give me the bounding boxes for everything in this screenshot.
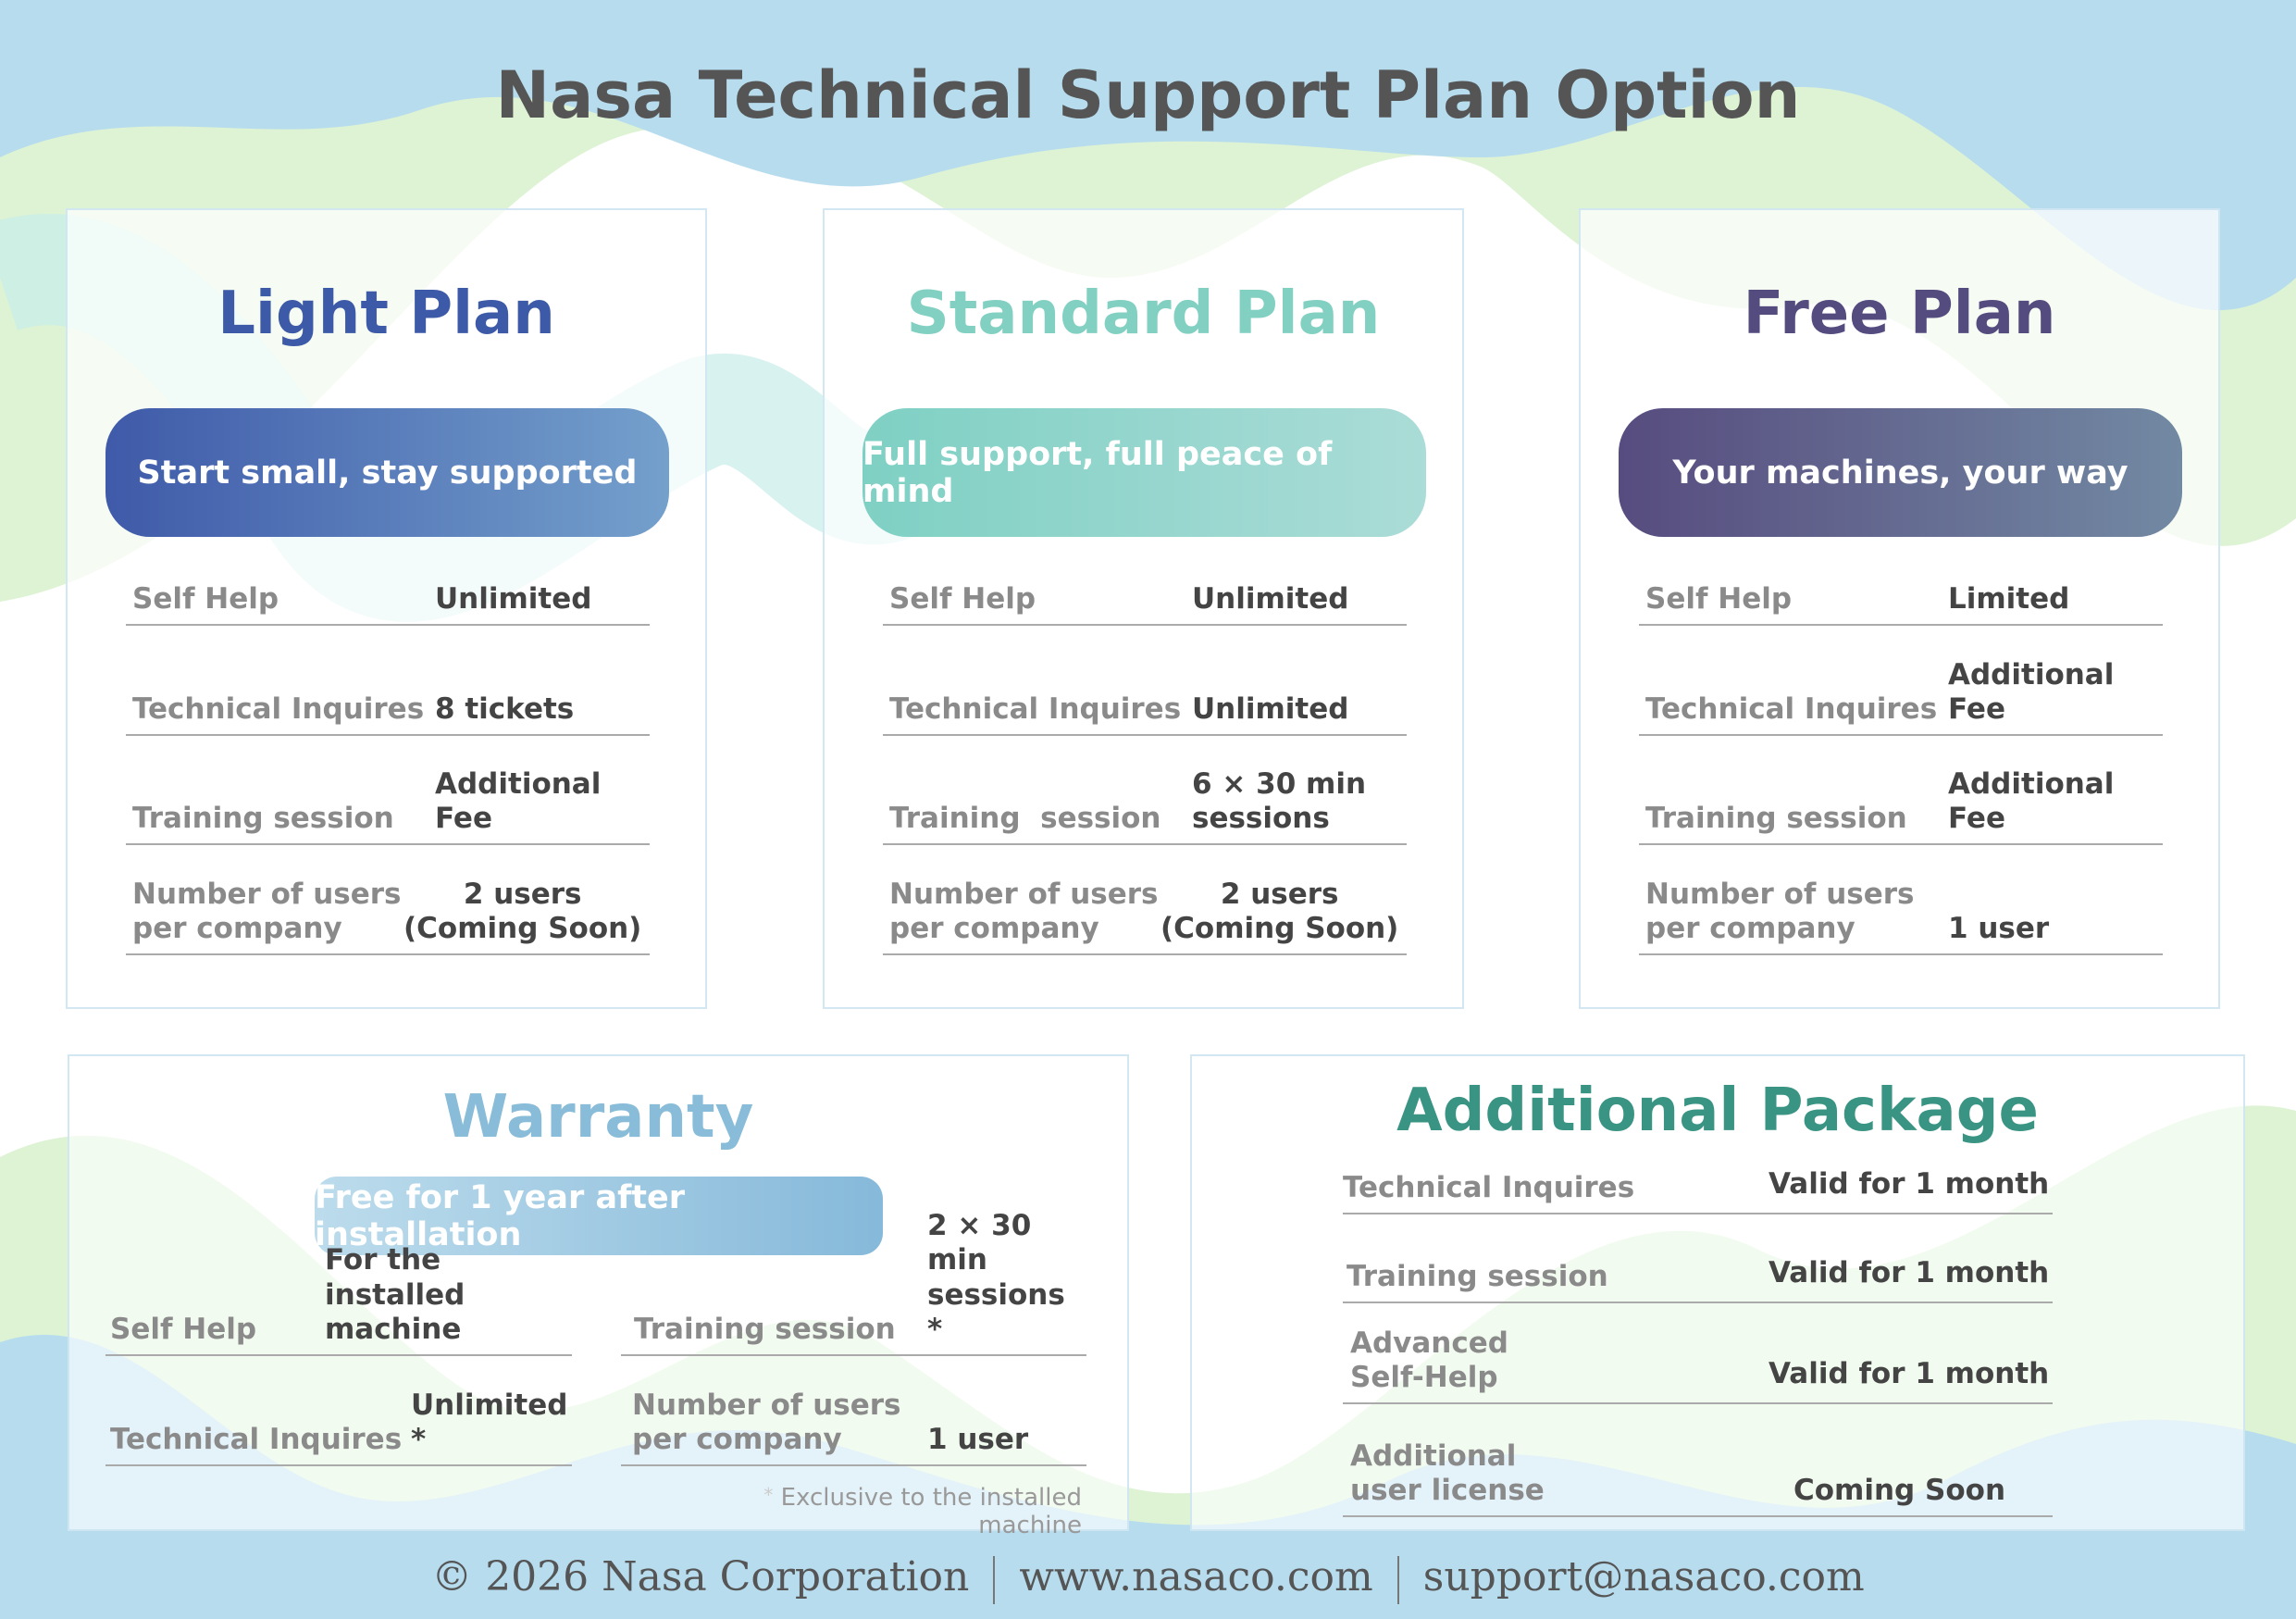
row-value: Additional Fee: [1948, 657, 2115, 726]
additional-title: Additional Package: [1396, 1077, 2039, 1145]
free-plan-card: [1579, 208, 2220, 1009]
table-row: [126, 766, 650, 845]
page-title: Nasa Technical Support Plan Option: [495, 57, 1801, 133]
row-value: Valid for 1 month: [1769, 1166, 2050, 1201]
table-row: [883, 680, 1407, 736]
table-row: [105, 1388, 572, 1466]
row-label: Technical Inquires: [889, 691, 1182, 726]
row-value: 2 users (Coming Soon): [403, 877, 642, 945]
standard-plan-card: [823, 208, 1464, 1009]
row-label: Self Help: [132, 581, 279, 616]
row-label: Number of users per company: [889, 877, 1159, 945]
table-row: [126, 872, 650, 955]
light-plan-card: [66, 208, 707, 1009]
row-value: 1 user: [1948, 911, 2050, 945]
warranty-tagline-pill: Free for 1 year after installation: [315, 1177, 883, 1255]
row-label: Technical Inquires: [1343, 1170, 1635, 1204]
row-value: Unlimited: [1192, 691, 1349, 726]
row-label: Advanced Self-Help: [1350, 1326, 1508, 1394]
table-row: [883, 570, 1407, 626]
row-label: Number of users per company: [632, 1388, 901, 1456]
table-row: [883, 762, 1407, 845]
row-label: Training session: [1347, 1259, 1608, 1293]
table-row: [1343, 1321, 2053, 1404]
divider: [993, 1556, 995, 1604]
table-row: [126, 680, 650, 736]
row-value: 2 × 30 min sessions *: [927, 1209, 1065, 1346]
row-value: Additional Fee: [435, 766, 602, 835]
row-label: Number of users per company: [132, 877, 402, 945]
row-value: 1 user: [927, 1422, 1029, 1456]
row-label: Self Help: [1645, 581, 1793, 616]
table-row: [621, 1383, 1086, 1466]
row-value: 8 tickets: [435, 691, 575, 726]
row-label: Technical Inquires: [132, 691, 425, 726]
row-value: Additional Fee: [1948, 766, 2115, 835]
note-text: Exclusive to the installed machine: [780, 1484, 1082, 1539]
table-row: [1343, 1239, 2053, 1303]
row-value: Unlimited *: [411, 1388, 568, 1456]
row-value: For the installed machine: [325, 1243, 465, 1346]
row-value: Coming Soon: [1793, 1473, 2006, 1507]
row-label: Self Help: [889, 581, 1036, 616]
row-label: Training session: [889, 801, 1161, 835]
row-value: Limited: [1948, 581, 2070, 616]
table-row: [621, 1209, 1086, 1356]
table-row: [1343, 1434, 2053, 1517]
row-label: Training session: [634, 1312, 896, 1346]
row-label: Number of users per company: [1645, 877, 1915, 945]
warranty-title: Warranty: [442, 1083, 754, 1152]
asterisk-mark: *: [763, 1484, 774, 1506]
row-value: Valid for 1 month: [1769, 1356, 2050, 1390]
row-value: Unlimited: [435, 581, 592, 616]
row-label: Training session: [132, 801, 394, 835]
plan-tagline-pill: Full support, full peace of mind: [863, 408, 1426, 537]
row-label: Technical Inquires: [1645, 691, 1938, 726]
row-value: Valid for 1 month: [1769, 1255, 2050, 1289]
footer: [0, 1553, 2296, 1604]
table-row: [126, 570, 650, 626]
table-row: [1639, 766, 2163, 845]
row-label: Additional user license: [1350, 1438, 1545, 1507]
email-link[interactable]: support@nasaco.com: [1422, 1553, 1865, 1600]
table-row: [1343, 1159, 2053, 1214]
row-label: Technical Inquires: [110, 1422, 403, 1456]
table-row: [1639, 657, 2163, 736]
plan-title: Standard Plan: [906, 280, 1381, 348]
row-label: Self Help: [110, 1312, 257, 1346]
warranty-note: [676, 1484, 1082, 1539]
table-row: [1639, 872, 2163, 955]
website-link[interactable]: www.nasaco.com: [1019, 1553, 1373, 1600]
row-value: 2 users (Coming Soon): [1160, 877, 1399, 945]
row-value: Unlimited: [1192, 581, 1349, 616]
plan-tagline-pill: Your machines, your way: [1619, 408, 2182, 537]
table-row: [105, 1243, 572, 1356]
row-label: Training session: [1645, 801, 1907, 835]
table-row: [1639, 570, 2163, 626]
table-row: [883, 872, 1407, 955]
plan-title: Light Plan: [217, 280, 555, 348]
plan-tagline-pill: Start small, stay supported: [105, 408, 669, 537]
row-value: 6 × 30 min sessions: [1192, 766, 1367, 835]
divider: [1397, 1556, 1399, 1604]
copyright: © 2026 Nasa Corporation: [431, 1553, 970, 1600]
plan-title: Free Plan: [1743, 280, 2056, 348]
